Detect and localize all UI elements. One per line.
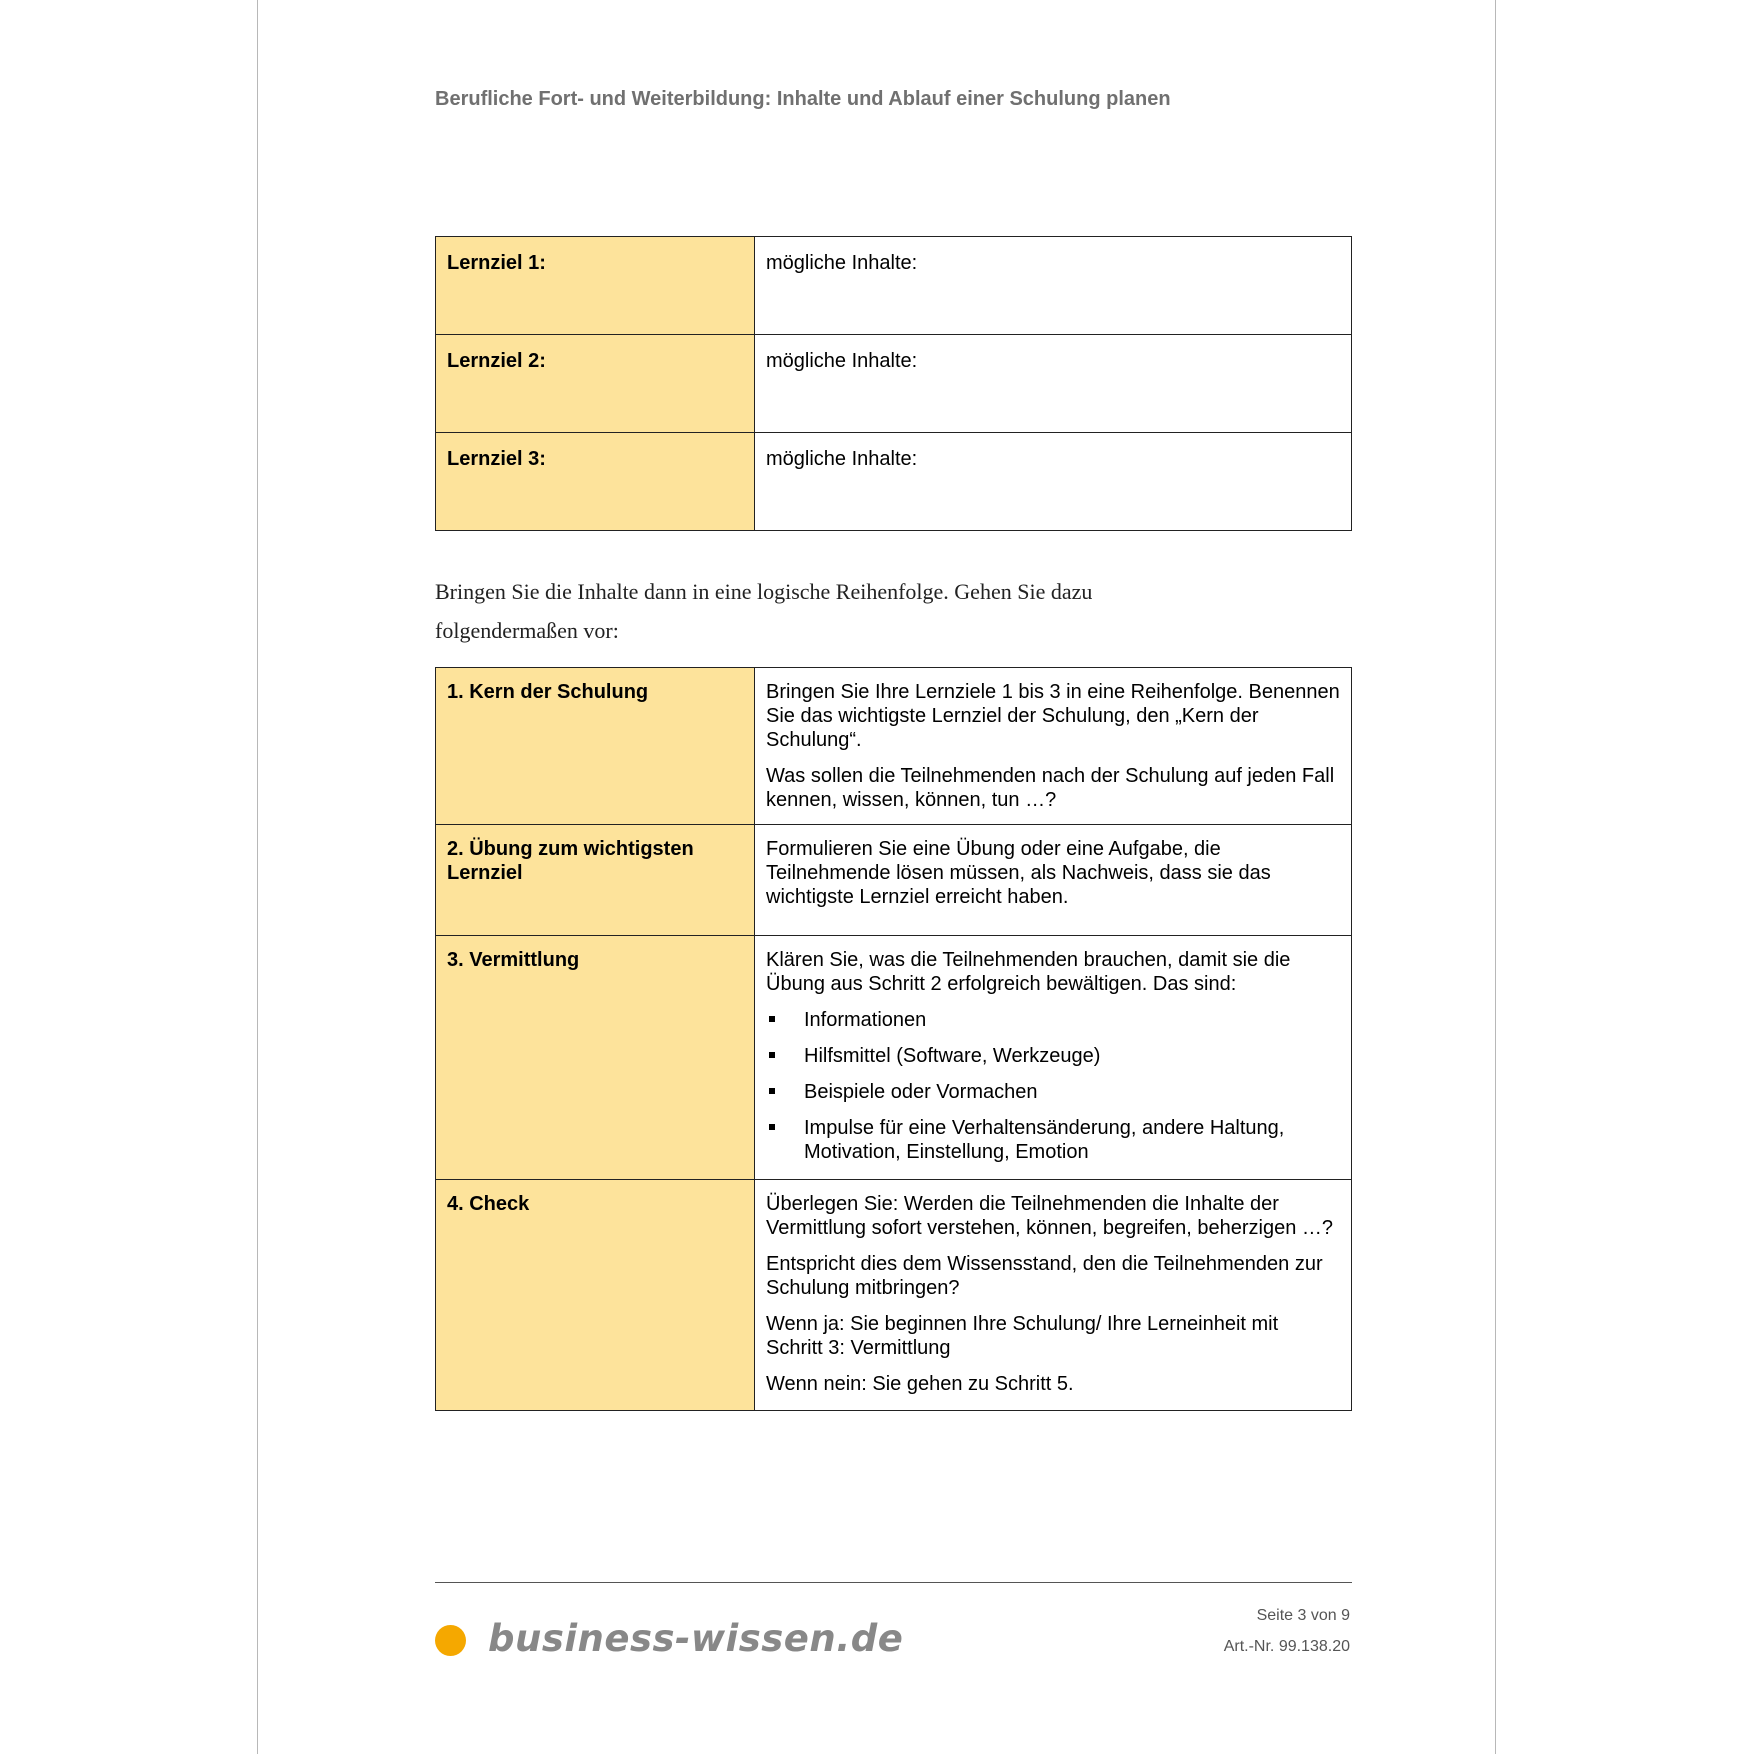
- table-row: [436, 433, 1352, 531]
- list-item: [766, 1080, 1340, 1104]
- step-paragraph: Überlegen Sie: Werden die Teilnehmenden die Inhalte der Vermittlung sofort verstehen, können, begreifen, beherzigen …?: [766, 1193, 1334, 1239]
- document-header: Berufliche Fort- und Weiterbildung: Inhalte und Ablauf einer Schulung planen: [435, 88, 1171, 110]
- table-row: [436, 936, 1352, 1180]
- square-bullet-icon: [769, 1088, 775, 1094]
- footer-divider: [435, 1582, 1352, 1583]
- goal-content: mögliche Inhalte:: [755, 335, 1352, 433]
- table-row: [436, 335, 1352, 433]
- goal-content: mögliche Inhalte:: [755, 237, 1352, 335]
- list-item-text: Impulse für eine Verhaltensänderung, andere Haltung, Motivation, Einstellung, Emotion: [804, 1117, 1285, 1163]
- step-paragraph: Was sollen die Teilnehmenden nach der Schulung auf jeden Fall kennen, wissen, können, tun …?: [766, 765, 1335, 811]
- list-item: [766, 1116, 1340, 1164]
- table-row: [436, 825, 1352, 936]
- step-content: [755, 825, 1352, 936]
- square-bullet-icon: [769, 1052, 775, 1058]
- list-item-text: Informationen: [804, 1009, 927, 1031]
- table-row: [436, 668, 1352, 825]
- square-bullet-icon: [769, 1124, 775, 1130]
- table-row: [436, 1180, 1352, 1411]
- document-page: [257, 0, 1496, 1754]
- table-row: [436, 237, 1352, 335]
- page-number: Seite 3 von 9: [1256, 1607, 1350, 1624]
- list-item: [766, 1044, 1340, 1068]
- step-label: 1. Kern der Schulung: [436, 668, 755, 825]
- intro-line: Bringen Sie die Inhalte dann in eine logische Reihenfolge. Gehen Sie dazu: [435, 579, 1093, 604]
- step-paragraph: Entspricht dies dem Wissensstand, den die Teilnehmenden zur Schulung mitbringen?: [766, 1253, 1323, 1299]
- logo-text: business-wissen.de: [488, 1617, 904, 1660]
- step-content: [755, 668, 1352, 825]
- goal-label: Lernziel 3:: [436, 433, 755, 531]
- step-label: 3. Vermittlung: [436, 936, 755, 1180]
- step-label: 4. Check: [436, 1180, 755, 1411]
- square-bullet-icon: [769, 1016, 775, 1022]
- list-item-text: Beispiele oder Vormachen: [804, 1081, 1038, 1103]
- step-paragraph: Klären Sie, was die Teilnehmenden brauchen, damit sie die Übung aus Schritt 2 erfolgreich bewältigen. Das sind:: [766, 949, 1291, 995]
- goal-label: Lernziel 2:: [436, 335, 755, 433]
- step-content: [755, 936, 1352, 1180]
- list-item-text: Hilfsmittel (Software, Werkzeuge): [804, 1045, 1101, 1067]
- step-paragraph: Bringen Sie Ihre Lernziele 1 bis 3 in eine Reihenfolge. Benennen Sie das wichtigste Lernziel der Schulung, den „Kern der Schulung“.: [766, 681, 1340, 751]
- step-paragraph: Wenn nein: Sie gehen zu Schritt 5.: [766, 1373, 1074, 1395]
- logo-dot-icon: [435, 1625, 466, 1656]
- goal-label: Lernziel 1:: [436, 237, 755, 335]
- intro-line: folgendermaßen vor:: [435, 618, 619, 643]
- learning-goals-table: [435, 236, 1352, 531]
- step-paragraph: Wenn ja: Sie beginnen Ihre Schulung/ Ihre Lerneinheit mit Schritt 3: Vermittlung: [766, 1313, 1279, 1359]
- goal-content: mögliche Inhalte:: [755, 433, 1352, 531]
- bullet-list: [766, 1008, 1340, 1164]
- list-item: [766, 1008, 1340, 1032]
- step-paragraph: Formulieren Sie eine Übung oder eine Aufgabe, die Teilnehmende lösen müssen, als Nachweis, dass sie das wichtigste Lernziel erreicht haben.: [766, 838, 1271, 908]
- step-label: 2. Übung zum wichtigsten Lernziel: [436, 825, 755, 936]
- article-number: Art.-Nr. 99.138.20: [1223, 1638, 1350, 1655]
- step-content: [755, 1180, 1352, 1411]
- steps-table: [435, 667, 1352, 1411]
- intro-paragraph: [435, 572, 1195, 650]
